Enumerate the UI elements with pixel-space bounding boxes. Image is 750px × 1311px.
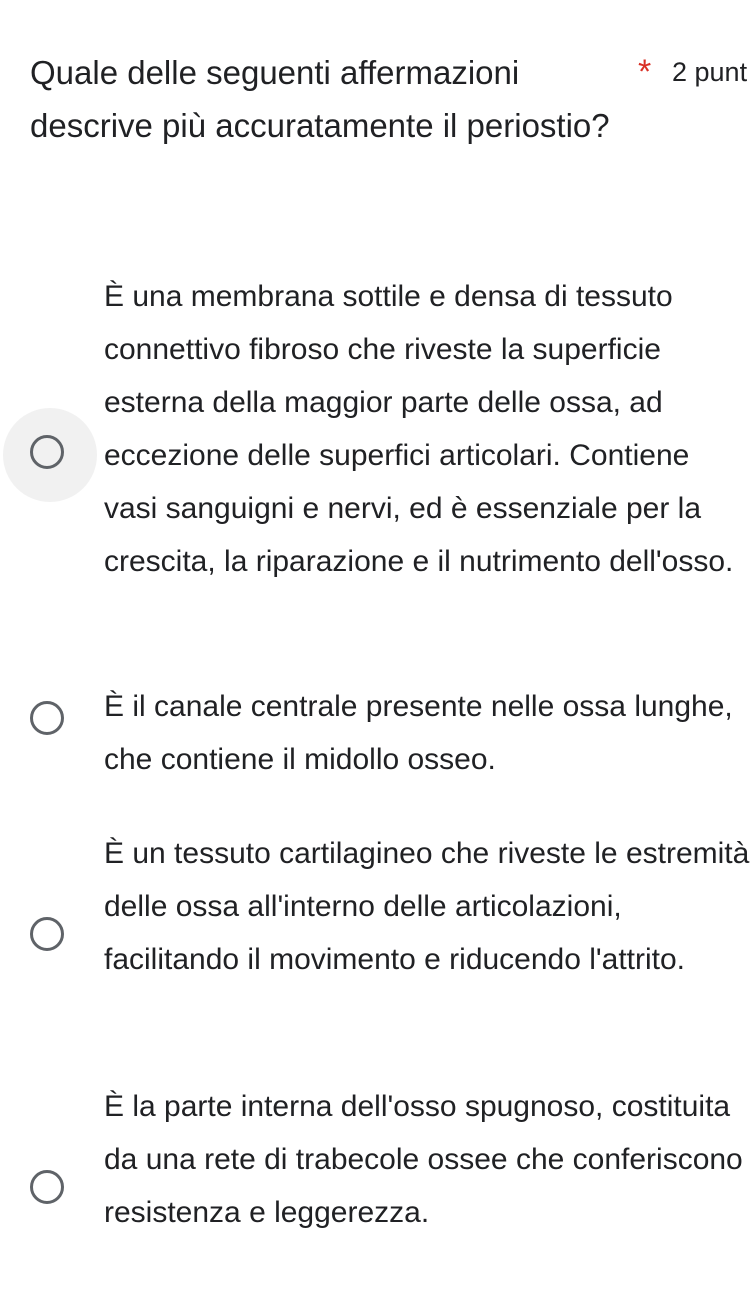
radio-circle-icon bbox=[30, 1170, 64, 1204]
radio-option[interactable] bbox=[0, 680, 750, 790]
radio-circle-icon bbox=[30, 917, 64, 951]
radio-circle-icon bbox=[30, 435, 64, 469]
option-label: È il canale centrale presente nelle ossa lunghe, che contiene il midollo osseo. bbox=[104, 690, 733, 776]
radio-button[interactable] bbox=[3, 1143, 97, 1237]
radio-option[interactable] bbox=[0, 270, 750, 650]
radio-button[interactable] bbox=[3, 408, 97, 502]
radio-circle-icon bbox=[30, 701, 64, 735]
option-label: È un tessuto cartilagineo che riveste le estremità delle ossa all'interno delle articolazioni, facilitando il movimento e riducendo l'attrito. bbox=[104, 837, 750, 976]
radio-option[interactable] bbox=[0, 827, 750, 1042]
radio-option[interactable] bbox=[0, 1080, 750, 1295]
required-asterisk: * bbox=[638, 53, 652, 91]
question-title: Quale delle seguenti affermazioni descrive più accuratamente il periostio? bbox=[30, 54, 610, 144]
option-label: È la parte interna dell'osso spugnoso, costituita da una rete di trabecole ossee che conferiscono resistenza e leggerezza. bbox=[104, 1090, 743, 1229]
points-label: 2 punt bbox=[672, 57, 748, 87]
radio-button[interactable] bbox=[3, 674, 97, 768]
option-label: È una membrana sottile e densa di tessuto connettivo fibroso che riveste la superficie esterna della maggior parte delle ossa, ad eccezione delle superfici articolari. Contiene vasi sanguigni e nervi, ed è essenziale per la crescita, la riparazione e il nutrimento dell'osso. bbox=[104, 280, 734, 578]
radio-button[interactable] bbox=[3, 890, 97, 984]
